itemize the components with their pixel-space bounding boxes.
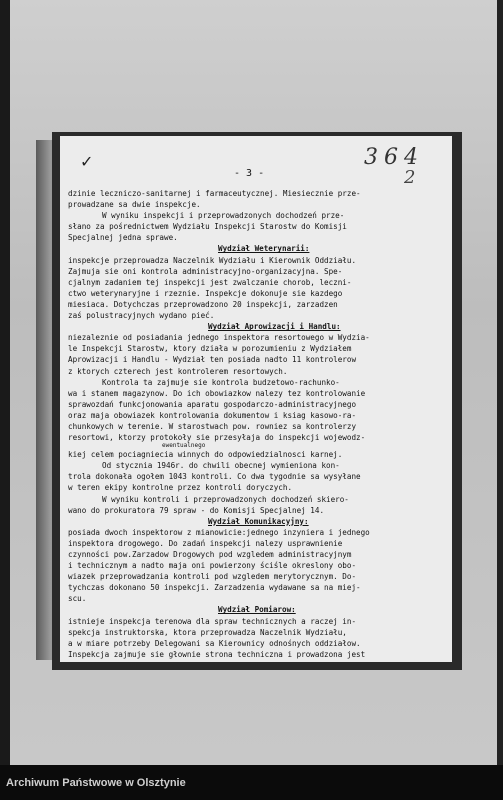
text-line: a w miare potrzeby Delegowani sa Kierownicy odnośnych oddziałow. xyxy=(68,638,361,648)
film-edge-left xyxy=(0,0,10,765)
handwritten-mark: 2 xyxy=(404,167,416,188)
text-line: inspektora drogowego. Do zadań inspekcji nalezy usprawnienie xyxy=(68,538,343,548)
text-line: wiazek przeprowadzania kontroli pod wzgledem merytorycznym. Do- xyxy=(68,572,357,582)
page-header xyxy=(68,145,442,188)
text-line: W wyniku kontroli i przeprowadzonych dochodzeń skiero- xyxy=(102,494,349,504)
text-line: ctwo weterynaryjne i rzeznie. Inspekcje dokonuje sie kazdego xyxy=(68,288,343,298)
text-line: inspekcje przeprowadza Naczelnik Wydziału i Kierownik Oddziału. xyxy=(68,255,357,265)
text-line: z ktorych czterech jest kontrolerem resortowych. xyxy=(68,366,288,376)
text-line: chunkowych w terenie. W starostwach pow. rowniez sa kontrolerzy xyxy=(68,421,357,431)
text-line: cjalnym zadaniem tej inspekcji jest zwalczanie chorob, leczni- xyxy=(68,277,352,287)
text-line: Specjalnej jedna sprawe. xyxy=(68,233,178,243)
text-line: kiej celem pociagniecia winnych do odpowiedzialnosci karnej. xyxy=(68,450,343,460)
text-line: dzinie leczniczo-sanitarnej i farmaceutycznej. Miesiecznie prze- xyxy=(68,189,361,198)
text-line: wano do prokuratora 79 spraw - do Komisji Specjalnej 14. xyxy=(68,505,325,515)
text-line: Zajmuja sie oni kontrola administracyjno-organizacyjna. Spe- xyxy=(68,266,343,276)
text-line: prowadzane sa dwie inspekcje. xyxy=(68,200,201,210)
document-body xyxy=(68,188,442,660)
document-page xyxy=(60,136,452,662)
film-edge-right xyxy=(497,0,503,765)
text-line: tychczas dokonano 50 inspekcji. Zarzadzenia wydawane sa na miej- xyxy=(68,583,361,593)
check-mark: ✓ xyxy=(80,152,94,171)
text-line: Wydział Weterynarii: xyxy=(218,244,310,254)
text-line: w teren ekipy kontrolne przez kontroli doryczych. xyxy=(68,483,293,493)
text-line: W wyniku inspekcji i przeprowadzonych dochodzeń prze- xyxy=(102,211,345,221)
archive-label: Archiwum Państwowe w Olsztynie xyxy=(6,777,186,789)
text-line: czynności pow.Zarzadow Drogowych pod wzgledem administracyjnym xyxy=(68,550,352,559)
archive-folio-number: 364 xyxy=(364,145,424,170)
text-line: ewentualnego xyxy=(162,442,206,450)
text-line: Wydział Pomiarow: xyxy=(218,605,296,615)
text-line: niezaleznie od posiadania jednego inspektora resortowego w Wydzia- xyxy=(68,333,370,343)
text-line: miesiaca. Dotychczas przeprowadzono 20 inspekcji, zarzadzen xyxy=(68,299,338,309)
text-line: Aprowizacji i Handlu - Wydział ten posiada nadto 11 kontrolerow xyxy=(68,355,357,365)
text-line: zaś polustracyjnych wydano pieć. xyxy=(68,311,215,321)
text-line: wa i stanem magazynow. Do ich obowiazkow nalezy tez kontrolowanie xyxy=(68,388,366,398)
text-line: istnieje inspekcja terenowa dla spraw technicznych a raczej in- xyxy=(68,616,357,626)
text-line: Wydział Aprowizacji i Handlu: xyxy=(208,322,341,332)
text-line: resortowi, ktorzy protokoły sie przesyłaja do inspekcji wojewodz- xyxy=(68,433,366,443)
text-line: le Inspekcji Starostw, ktory działa w porozumieniu z Wydziałem xyxy=(68,344,352,354)
text-line: Wydział Komunikacyjny: xyxy=(208,516,309,526)
text-line: scu. xyxy=(68,594,87,604)
text-line: słano za pośrednictwem Wydziału Inspekcji Starostw do Komisji xyxy=(68,222,347,232)
text-line: posiada dwoch inspektorow z mianowicie:jednego inzyniera i jednego xyxy=(68,527,370,537)
text-line: Inspekcja zajmuje sie głownie strona techniczna i prowadzona jest xyxy=(68,649,366,659)
text-line: i technicznym a nadto maja oni powierzony ściśle okreslony obo- xyxy=(68,561,357,571)
text-line: oraz maja obowiazek kontrolowania dokumentow i ksiag kasowo-ra- xyxy=(68,410,357,420)
text-line: Kontrola ta zajmuje sie kontrola budzetowo-rachunko- xyxy=(102,377,340,387)
archive-footer xyxy=(0,765,503,800)
text-line: Od stycznia 1946r. do chwili obecnej wymieniona kon- xyxy=(102,461,340,471)
text-line: trola dokonała ogołem 1043 kontroli. Co dwa tygodnie sa wysyłane xyxy=(68,472,361,482)
page-number: - 3 - xyxy=(234,168,265,179)
text-line: spekcja instruktorska, ktora przeprowadza Naczelnik Wydziału, xyxy=(68,627,347,637)
text-line: sprawozdań funkcjonowania aparatu gospodarczo-administracyjnego xyxy=(68,399,357,409)
